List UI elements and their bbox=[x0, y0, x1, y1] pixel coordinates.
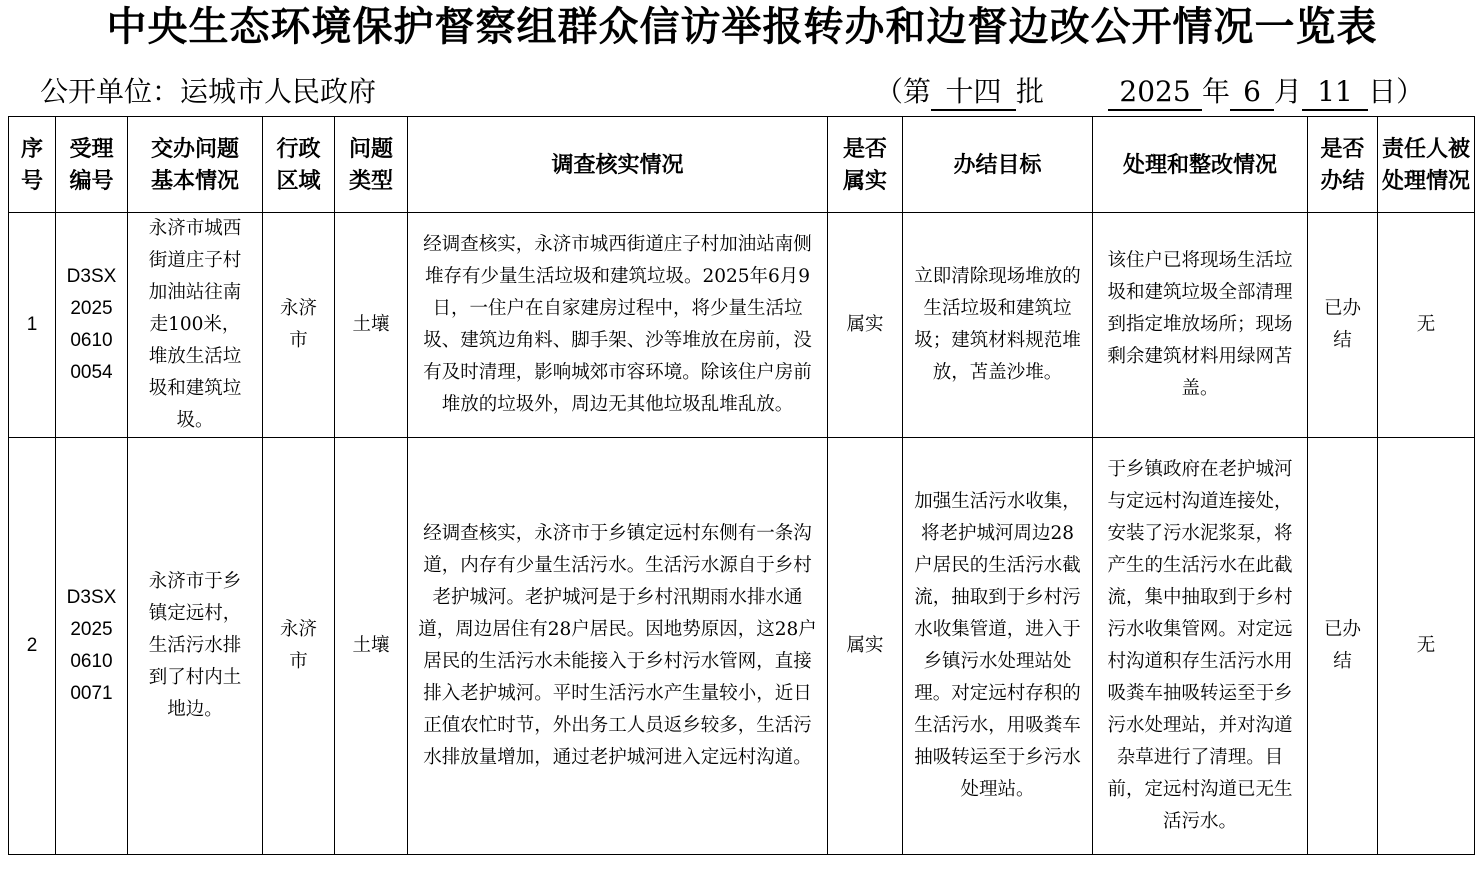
batch-info bbox=[875, 72, 1424, 112]
batch-open: （第 bbox=[875, 75, 932, 108]
header-rectification: 处理和整改情况 bbox=[1093, 117, 1308, 213]
header-type: 问题类型 bbox=[335, 117, 408, 213]
batch-day: 11 bbox=[1302, 75, 1368, 111]
page-title: 中央生态环境保护督察组群众信访举报转办和边督边改公开情况一览表 bbox=[106, 3, 1378, 50]
header-district: 行政区域 bbox=[263, 117, 335, 213]
batch-month-label: 月 bbox=[1274, 75, 1303, 108]
batch-day-label: 日） bbox=[1368, 75, 1425, 108]
table-row bbox=[9, 438, 1475, 855]
batch-month: 6 bbox=[1230, 75, 1274, 111]
row-goal: 加强生活污水收集，将老护城河周边28户居民的生活污水截流，抽取到于乡村污水收集管道，进入于乡镇污水处理站处理。对定远村存积的生活污水，用吸粪车抽吸转运至于乡污水处理站。 bbox=[903, 438, 1093, 855]
row-rectification: 于乡镇政府在老护城河与定远村沟道连接处，安装了污水泥浆泵，将产生的生活污水在此截流，集中抽取到于乡村污水收集管网。对定远村沟道积存生活污水用吸粪车抽吸转运至于乡污水处理站，并对沟道杂草进行了清理。目前，定远村沟道已无生活污水。 bbox=[1093, 438, 1308, 855]
row-seq: 1 bbox=[9, 213, 56, 438]
table-header-row bbox=[9, 117, 1475, 213]
row-code: D3SX20250610 0071 bbox=[56, 438, 128, 855]
row-type: 土壤 bbox=[335, 438, 408, 855]
header-seq: 序号 bbox=[9, 117, 56, 213]
row-district: 永济市 bbox=[263, 438, 335, 855]
row-verified: 属实 bbox=[828, 438, 903, 855]
row-type: 土壤 bbox=[335, 213, 408, 438]
table-row bbox=[9, 213, 1475, 438]
report-table bbox=[8, 116, 1475, 855]
header-verified: 是否属实 bbox=[828, 117, 903, 213]
row-seq: 2 bbox=[9, 438, 56, 855]
header-goal: 办结目标 bbox=[903, 117, 1093, 213]
batch-year-label: 年 bbox=[1202, 75, 1231, 108]
row-completed: 已办结 bbox=[1308, 438, 1378, 855]
row-goal: 立即清除现场堆放的生活垃圾和建筑垃圾；建筑材料规范堆放，苫盖沙堆。 bbox=[903, 213, 1093, 438]
batch-number: 十四 bbox=[931, 75, 1016, 111]
batch-label: 批 bbox=[1016, 75, 1045, 108]
header-completed: 是否办结 bbox=[1308, 117, 1378, 213]
publishing-unit: 公开单位：运城市人民政府 bbox=[40, 75, 377, 108]
row-accountability: 无 bbox=[1378, 213, 1475, 438]
row-issue: 永济市于乡镇定远村，生活污水排到了村内土地边。 bbox=[128, 438, 263, 855]
batch-year: 2025 bbox=[1108, 75, 1202, 111]
row-completed: 已办结 bbox=[1308, 213, 1378, 438]
header-accountability: 责任人被处理情况 bbox=[1378, 117, 1475, 213]
row-investigation: 经调查核实，永济市于乡镇定远村东侧有一条沟道，内存有少量生活污水。生活污水源自于乡村老护城河。老护城河是于乡村汛期雨水排水通道，周边居住有28户居民。因地势原因，这28户居民的生活污水未能接入于乡村污水管网，直接排入老护城河。平时生活污水产生量较小，近日正值农忙时节，外出务工人员返乡较多，生活污水排放量增加，通过老护城河进入定远村沟道。 bbox=[408, 438, 828, 855]
row-verified: 属实 bbox=[828, 213, 903, 438]
row-investigation: 经调查核实，永济市城西街道庄子村加油站南侧堆存有少量生活垃圾和建筑垃圾。2025年6月9日，一住户在自家建房过程中，将少量生活垃圾、建筑边角料、脚手架、沙等堆放在房前，没有及时清理，影响城郊市容环境。除该住户房前堆放的垃圾外，周边无其他垃圾乱堆乱放。 bbox=[408, 213, 828, 438]
row-district: 永济市 bbox=[263, 213, 335, 438]
row-code: D3SX20250610 0054 bbox=[56, 213, 128, 438]
header-investigation: 调查核实情况 bbox=[408, 117, 828, 213]
row-rectification: 该住户已将现场生活垃圾和建筑垃圾全部清理到指定堆放场所；现场剩余建筑材料用绿网苫盖。 bbox=[1093, 213, 1308, 438]
header-issue: 交办问题基本情况 bbox=[128, 117, 263, 213]
row-accountability: 无 bbox=[1378, 438, 1475, 855]
header-code: 受理编号 bbox=[56, 117, 128, 213]
row-issue: 永济市城西街道庄子村加油站往南走100米，堆放生活垃圾和建筑垃圾。 bbox=[128, 213, 263, 438]
